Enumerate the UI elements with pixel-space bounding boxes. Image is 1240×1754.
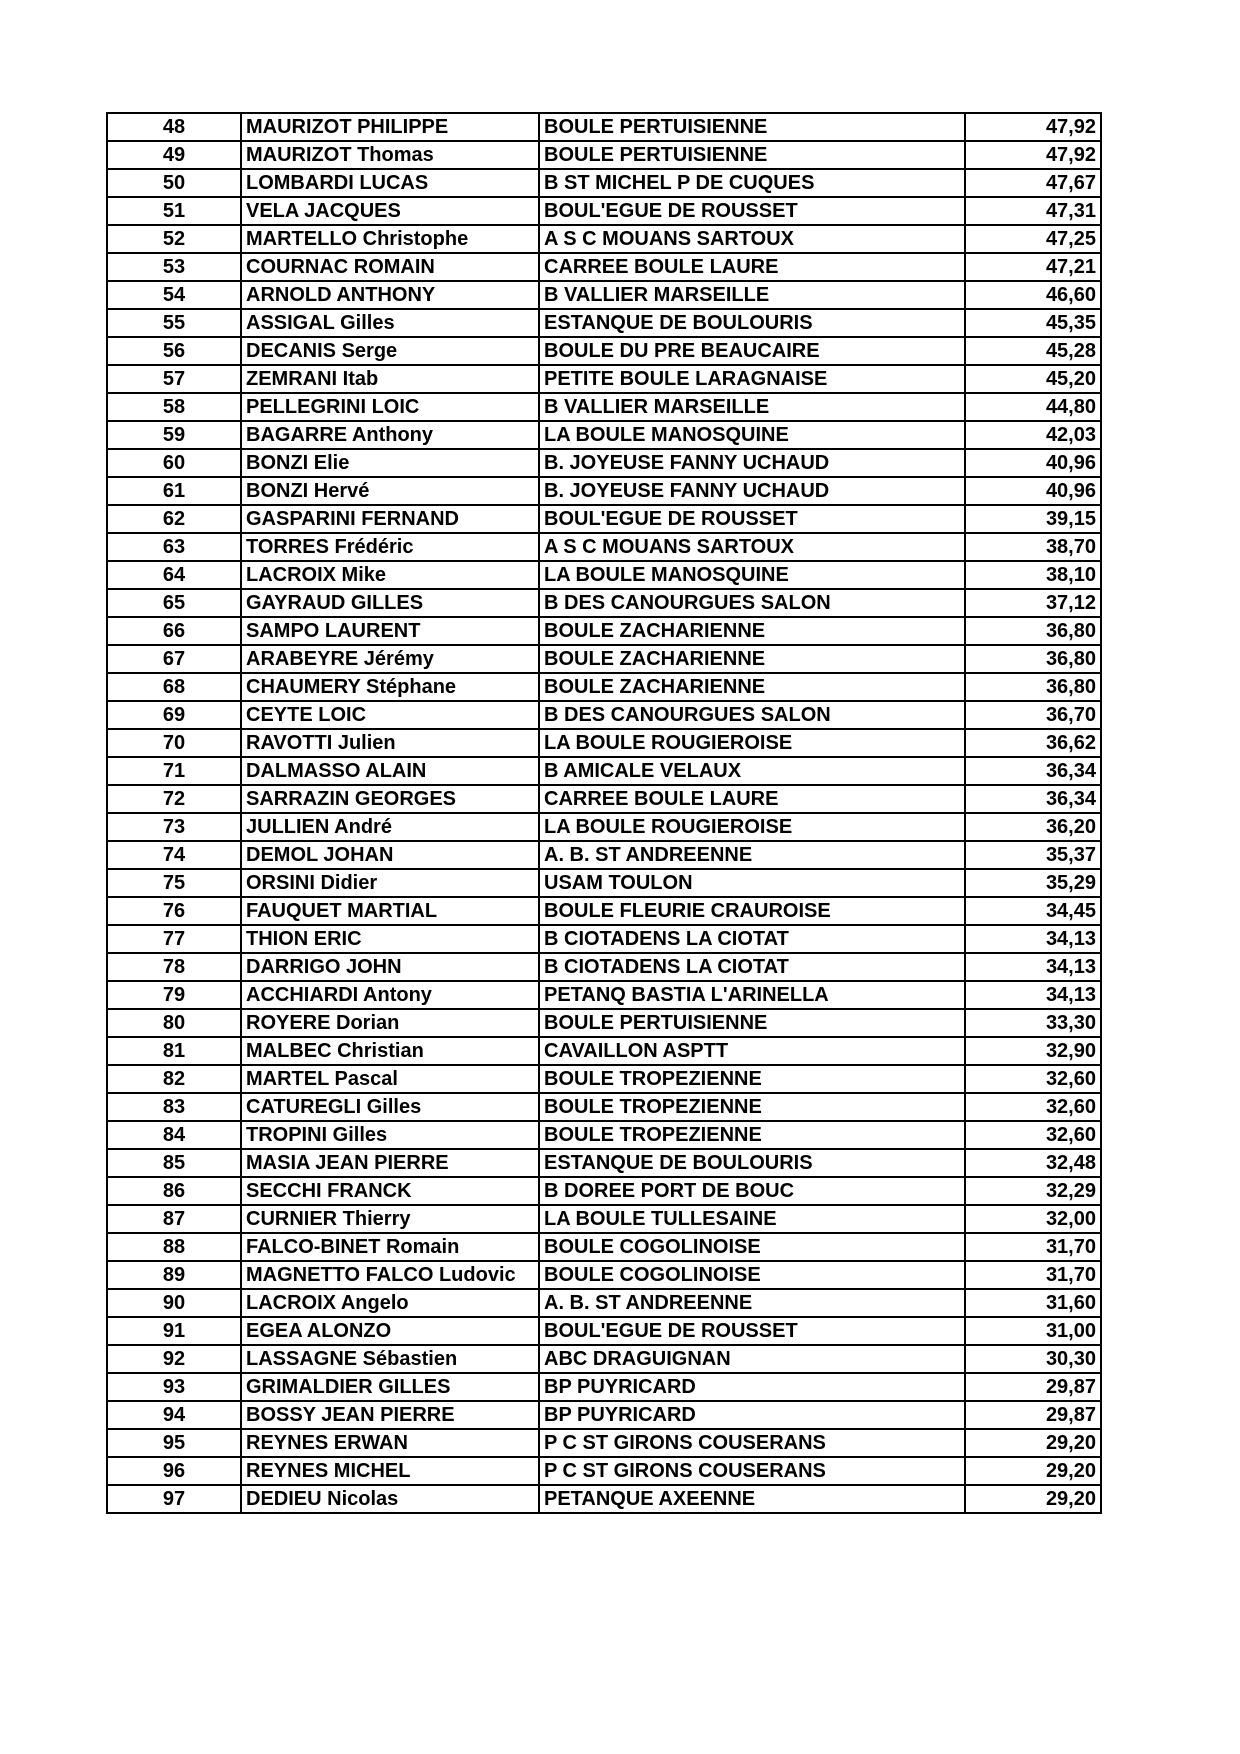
- score-cell: 39,15: [965, 505, 1101, 533]
- table-row: [107, 393, 1101, 421]
- rank-cell: 60: [107, 449, 241, 477]
- club-name-cell: BOULE TROPEZIENNE: [539, 1121, 965, 1149]
- table-row: [107, 701, 1101, 729]
- table-row: [107, 1093, 1101, 1121]
- score-cell: 32,60: [965, 1065, 1101, 1093]
- table-row: [107, 1345, 1101, 1373]
- player-name-cell: JULLIEN André: [241, 813, 539, 841]
- player-name-cell: RAVOTTI Julien: [241, 729, 539, 757]
- rank-cell: 50: [107, 169, 241, 197]
- player-name-cell: MAURIZOT PHILIPPE: [241, 113, 539, 141]
- club-name-cell: CARREE BOULE LAURE: [539, 785, 965, 813]
- table-row: [107, 617, 1101, 645]
- club-name-cell: A S C MOUANS SARTOUX: [539, 225, 965, 253]
- player-name-cell: TROPINI Gilles: [241, 1121, 539, 1149]
- club-name-cell: BOULE FLEURIE CRAUROISE: [539, 897, 965, 925]
- player-name-cell: GAYRAUD GILLES: [241, 589, 539, 617]
- rank-cell: 77: [107, 925, 241, 953]
- player-name-cell: GRIMALDIER GILLES: [241, 1373, 539, 1401]
- player-name-cell: DEMOL JOHAN: [241, 841, 539, 869]
- score-cell: 38,10: [965, 561, 1101, 589]
- table-row: [107, 337, 1101, 365]
- score-cell: 44,80: [965, 393, 1101, 421]
- rank-cell: 87: [107, 1205, 241, 1233]
- rank-cell: 82: [107, 1065, 241, 1093]
- score-cell: 31,00: [965, 1317, 1101, 1345]
- rank-cell: 89: [107, 1261, 241, 1289]
- club-name-cell: BOULE COGOLINOISE: [539, 1261, 965, 1289]
- player-name-cell: TORRES Frédéric: [241, 533, 539, 561]
- table-row: [107, 981, 1101, 1009]
- club-name-cell: LA BOULE TULLESAINE: [539, 1205, 965, 1233]
- player-name-cell: LACROIX Angelo: [241, 1289, 539, 1317]
- score-cell: 38,70: [965, 533, 1101, 561]
- score-cell: 31,60: [965, 1289, 1101, 1317]
- rank-cell: 69: [107, 701, 241, 729]
- rank-cell: 62: [107, 505, 241, 533]
- rank-cell: 59: [107, 421, 241, 449]
- rank-cell: 78: [107, 953, 241, 981]
- rank-cell: 73: [107, 813, 241, 841]
- player-name-cell: LACROIX Mike: [241, 561, 539, 589]
- rank-cell: 70: [107, 729, 241, 757]
- rank-cell: 95: [107, 1429, 241, 1457]
- player-name-cell: CURNIER Thierry: [241, 1205, 539, 1233]
- club-name-cell: CAVAILLON ASPTT: [539, 1037, 965, 1065]
- score-cell: 36,80: [965, 645, 1101, 673]
- rank-cell: 56: [107, 337, 241, 365]
- player-name-cell: SAMPO LAURENT: [241, 617, 539, 645]
- score-cell: 34,13: [965, 925, 1101, 953]
- table-row: [107, 757, 1101, 785]
- table-row: [107, 1373, 1101, 1401]
- club-name-cell: B VALLIER MARSEILLE: [539, 393, 965, 421]
- club-name-cell: BOULE TROPEZIENNE: [539, 1065, 965, 1093]
- player-name-cell: DEDIEU Nicolas: [241, 1485, 539, 1513]
- rank-cell: 71: [107, 757, 241, 785]
- club-name-cell: BOULE PERTUISIENNE: [539, 113, 965, 141]
- table-row: [107, 169, 1101, 197]
- score-cell: 36,20: [965, 813, 1101, 841]
- club-name-cell: BP PUYRICARD: [539, 1401, 965, 1429]
- rank-cell: 83: [107, 1093, 241, 1121]
- player-name-cell: ARNOLD ANTHONY: [241, 281, 539, 309]
- club-name-cell: B DES CANOURGUES SALON: [539, 589, 965, 617]
- club-name-cell: BOUL'EGUE DE ROUSSET: [539, 505, 965, 533]
- score-cell: 32,48: [965, 1149, 1101, 1177]
- score-cell: 45,28: [965, 337, 1101, 365]
- rank-cell: 63: [107, 533, 241, 561]
- score-cell: 33,30: [965, 1009, 1101, 1037]
- score-cell: 29,20: [965, 1457, 1101, 1485]
- player-name-cell: BOSSY JEAN PIERRE: [241, 1401, 539, 1429]
- club-name-cell: B. JOYEUSE FANNY UCHAUD: [539, 477, 965, 505]
- table-row: [107, 1037, 1101, 1065]
- rank-cell: 66: [107, 617, 241, 645]
- club-name-cell: ESTANQUE DE BOULOURIS: [539, 309, 965, 337]
- table-row: [107, 281, 1101, 309]
- table-row: [107, 1289, 1101, 1317]
- score-cell: 31,70: [965, 1261, 1101, 1289]
- table-row: [107, 841, 1101, 869]
- score-cell: 42,03: [965, 421, 1101, 449]
- score-cell: 36,80: [965, 673, 1101, 701]
- score-cell: 32,60: [965, 1093, 1101, 1121]
- table-row: [107, 1177, 1101, 1205]
- score-cell: 34,13: [965, 953, 1101, 981]
- club-name-cell: BOULE ZACHARIENNE: [539, 645, 965, 673]
- table-row: [107, 1205, 1101, 1233]
- table-row: [107, 113, 1101, 141]
- club-name-cell: A. B. ST ANDREENNE: [539, 1289, 965, 1317]
- rank-cell: 68: [107, 673, 241, 701]
- rank-cell: 67: [107, 645, 241, 673]
- rank-cell: 52: [107, 225, 241, 253]
- table-row: [107, 141, 1101, 169]
- score-cell: 47,92: [965, 113, 1101, 141]
- club-name-cell: B CIOTADENS LA CIOTAT: [539, 925, 965, 953]
- club-name-cell: ESTANQUE DE BOULOURIS: [539, 1149, 965, 1177]
- club-name-cell: BOUL'EGUE DE ROUSSET: [539, 1317, 965, 1345]
- club-name-cell: LA BOULE ROUGIEROISE: [539, 729, 965, 757]
- rank-cell: 49: [107, 141, 241, 169]
- player-name-cell: GASPARINI FERNAND: [241, 505, 539, 533]
- rank-cell: 72: [107, 785, 241, 813]
- player-name-cell: VELA JACQUES: [241, 197, 539, 225]
- table-row: [107, 1401, 1101, 1429]
- player-name-cell: MARTELLO Christophe: [241, 225, 539, 253]
- player-name-cell: CEYTE LOIC: [241, 701, 539, 729]
- table-row: [107, 1065, 1101, 1093]
- score-cell: 32,29: [965, 1177, 1101, 1205]
- club-name-cell: LA BOULE MANOSQUINE: [539, 421, 965, 449]
- score-cell: 34,45: [965, 897, 1101, 925]
- club-name-cell: B. JOYEUSE FANNY UCHAUD: [539, 449, 965, 477]
- rank-cell: 75: [107, 869, 241, 897]
- table-row: [107, 1261, 1101, 1289]
- rank-cell: 64: [107, 561, 241, 589]
- table-row: [107, 1009, 1101, 1037]
- score-cell: 47,67: [965, 169, 1101, 197]
- rank-cell: 84: [107, 1121, 241, 1149]
- rank-cell: 55: [107, 309, 241, 337]
- score-cell: 29,20: [965, 1485, 1101, 1513]
- score-cell: 36,80: [965, 617, 1101, 645]
- table-row: [107, 1149, 1101, 1177]
- player-name-cell: MAURIZOT Thomas: [241, 141, 539, 169]
- club-name-cell: A S C MOUANS SARTOUX: [539, 533, 965, 561]
- score-cell: 40,96: [965, 477, 1101, 505]
- table-row: [107, 869, 1101, 897]
- club-name-cell: BOULE PERTUISIENNE: [539, 1009, 965, 1037]
- club-name-cell: BOULE TROPEZIENNE: [539, 1093, 965, 1121]
- rank-cell: 51: [107, 197, 241, 225]
- rank-cell: 65: [107, 589, 241, 617]
- rank-cell: 79: [107, 981, 241, 1009]
- player-name-cell: MAGNETTO FALCO Ludovic: [241, 1261, 539, 1289]
- club-name-cell: BOULE COGOLINOISE: [539, 1233, 965, 1261]
- table-row: [107, 645, 1101, 673]
- score-cell: 40,96: [965, 449, 1101, 477]
- player-name-cell: BONZI Hervé: [241, 477, 539, 505]
- club-name-cell: B ST MICHEL P DE CUQUES: [539, 169, 965, 197]
- score-cell: 32,90: [965, 1037, 1101, 1065]
- club-name-cell: BP PUYRICARD: [539, 1373, 965, 1401]
- rank-cell: 92: [107, 1345, 241, 1373]
- club-name-cell: BOULE ZACHARIENNE: [539, 617, 965, 645]
- score-cell: 36,34: [965, 757, 1101, 785]
- table-row: [107, 729, 1101, 757]
- table-row: [107, 785, 1101, 813]
- score-cell: 36,70: [965, 701, 1101, 729]
- table-row: [107, 953, 1101, 981]
- club-name-cell: LA BOULE ROUGIEROISE: [539, 813, 965, 841]
- player-name-cell: FALCO-BINET Romain: [241, 1233, 539, 1261]
- rank-cell: 57: [107, 365, 241, 393]
- player-name-cell: ZEMRANI Itab: [241, 365, 539, 393]
- player-name-cell: MARTEL Pascal: [241, 1065, 539, 1093]
- rank-cell: 88: [107, 1233, 241, 1261]
- player-name-cell: LOMBARDI LUCAS: [241, 169, 539, 197]
- score-cell: 36,62: [965, 729, 1101, 757]
- player-name-cell: PELLEGRINI LOIC: [241, 393, 539, 421]
- rank-cell: 91: [107, 1317, 241, 1345]
- club-name-cell: P C ST GIRONS COUSERANS: [539, 1429, 965, 1457]
- table-row: [107, 1429, 1101, 1457]
- player-name-cell: DARRIGO JOHN: [241, 953, 539, 981]
- club-name-cell: B DOREE PORT DE BOUC: [539, 1177, 965, 1205]
- table-row: [107, 225, 1101, 253]
- rank-cell: 58: [107, 393, 241, 421]
- rank-cell: 61: [107, 477, 241, 505]
- score-cell: 35,37: [965, 841, 1101, 869]
- score-cell: 29,87: [965, 1401, 1101, 1429]
- table-row: [107, 673, 1101, 701]
- table-row: [107, 1457, 1101, 1485]
- rank-cell: 74: [107, 841, 241, 869]
- player-name-cell: ARABEYRE Jérémy: [241, 645, 539, 673]
- player-name-cell: CATUREGLI Gilles: [241, 1093, 539, 1121]
- player-name-cell: COURNAC ROMAIN: [241, 253, 539, 281]
- score-cell: 47,25: [965, 225, 1101, 253]
- score-cell: 34,13: [965, 981, 1101, 1009]
- rank-cell: 96: [107, 1457, 241, 1485]
- player-name-cell: REYNES MICHEL: [241, 1457, 539, 1485]
- score-cell: 47,92: [965, 141, 1101, 169]
- rank-cell: 93: [107, 1373, 241, 1401]
- club-name-cell: B VALLIER MARSEILLE: [539, 281, 965, 309]
- club-name-cell: BOULE PERTUISIENNE: [539, 141, 965, 169]
- ranking-table-body: [107, 113, 1101, 1513]
- score-cell: 30,30: [965, 1345, 1101, 1373]
- club-name-cell: B CIOTADENS LA CIOTAT: [539, 953, 965, 981]
- player-name-cell: DECANIS Serge: [241, 337, 539, 365]
- table-row: [107, 449, 1101, 477]
- player-name-cell: FAUQUET MARTIAL: [241, 897, 539, 925]
- player-name-cell: BAGARRE Anthony: [241, 421, 539, 449]
- player-name-cell: CHAUMERY Stéphane: [241, 673, 539, 701]
- table-row: [107, 365, 1101, 393]
- table-row: [107, 561, 1101, 589]
- table-row: [107, 925, 1101, 953]
- score-cell: 45,35: [965, 309, 1101, 337]
- table-row: [107, 1317, 1101, 1345]
- table-row: [107, 1485, 1101, 1513]
- club-name-cell: BOULE DU PRE BEAUCAIRE: [539, 337, 965, 365]
- player-name-cell: SECCHI FRANCK: [241, 1177, 539, 1205]
- score-cell: 45,20: [965, 365, 1101, 393]
- score-cell: 32,60: [965, 1121, 1101, 1149]
- table-row: [107, 253, 1101, 281]
- rank-cell: 48: [107, 113, 241, 141]
- ranking-table: [106, 112, 1102, 1514]
- player-name-cell: ACCHIARDI Antony: [241, 981, 539, 1009]
- rank-cell: 80: [107, 1009, 241, 1037]
- club-name-cell: PETANQ BASTIA L'ARINELLA: [539, 981, 965, 1009]
- club-name-cell: BOUL'EGUE DE ROUSSET: [539, 197, 965, 225]
- score-cell: 37,12: [965, 589, 1101, 617]
- player-name-cell: ROYERE Dorian: [241, 1009, 539, 1037]
- rank-cell: 54: [107, 281, 241, 309]
- player-name-cell: ORSINI Didier: [241, 869, 539, 897]
- table-row: [107, 533, 1101, 561]
- score-cell: 31,70: [965, 1233, 1101, 1261]
- rank-cell: 53: [107, 253, 241, 281]
- club-name-cell: B DES CANOURGUES SALON: [539, 701, 965, 729]
- score-cell: 32,00: [965, 1205, 1101, 1233]
- rank-cell: 81: [107, 1037, 241, 1065]
- rank-cell: 76: [107, 897, 241, 925]
- score-cell: 35,29: [965, 869, 1101, 897]
- club-name-cell: BOULE ZACHARIENNE: [539, 673, 965, 701]
- club-name-cell: CARREE BOULE LAURE: [539, 253, 965, 281]
- score-cell: 47,31: [965, 197, 1101, 225]
- score-cell: 29,20: [965, 1429, 1101, 1457]
- player-name-cell: MALBEC Christian: [241, 1037, 539, 1065]
- table-row: [107, 421, 1101, 449]
- table-row: [107, 197, 1101, 225]
- player-name-cell: ASSIGAL Gilles: [241, 309, 539, 337]
- club-name-cell: USAM TOULON: [539, 869, 965, 897]
- player-name-cell: MASIA JEAN PIERRE: [241, 1149, 539, 1177]
- club-name-cell: LA BOULE MANOSQUINE: [539, 561, 965, 589]
- club-name-cell: A. B. ST ANDREENNE: [539, 841, 965, 869]
- table-row: [107, 1233, 1101, 1261]
- table-row: [107, 309, 1101, 337]
- table-row: [107, 589, 1101, 617]
- player-name-cell: BONZI Elie: [241, 449, 539, 477]
- club-name-cell: PETITE BOULE LARAGNAISE: [539, 365, 965, 393]
- table-row: [107, 897, 1101, 925]
- club-name-cell: ABC DRAGUIGNAN: [539, 1345, 965, 1373]
- table-row: [107, 1121, 1101, 1149]
- player-name-cell: DALMASSO ALAIN: [241, 757, 539, 785]
- table-row: [107, 477, 1101, 505]
- score-cell: 36,34: [965, 785, 1101, 813]
- score-cell: 29,87: [965, 1373, 1101, 1401]
- rank-cell: 86: [107, 1177, 241, 1205]
- player-name-cell: LASSAGNE Sébastien: [241, 1345, 539, 1373]
- rank-cell: 85: [107, 1149, 241, 1177]
- table-row: [107, 813, 1101, 841]
- club-name-cell: PETANQUE AXEENNE: [539, 1485, 965, 1513]
- player-name-cell: REYNES ERWAN: [241, 1429, 539, 1457]
- rank-cell: 97: [107, 1485, 241, 1513]
- table-row: [107, 505, 1101, 533]
- rank-cell: 94: [107, 1401, 241, 1429]
- score-cell: 47,21: [965, 253, 1101, 281]
- club-name-cell: B AMICALE VELAUX: [539, 757, 965, 785]
- player-name-cell: EGEA ALONZO: [241, 1317, 539, 1345]
- player-name-cell: THION ERIC: [241, 925, 539, 953]
- club-name-cell: P C ST GIRONS COUSERANS: [539, 1457, 965, 1485]
- rank-cell: 90: [107, 1289, 241, 1317]
- score-cell: 46,60: [965, 281, 1101, 309]
- player-name-cell: SARRAZIN GEORGES: [241, 785, 539, 813]
